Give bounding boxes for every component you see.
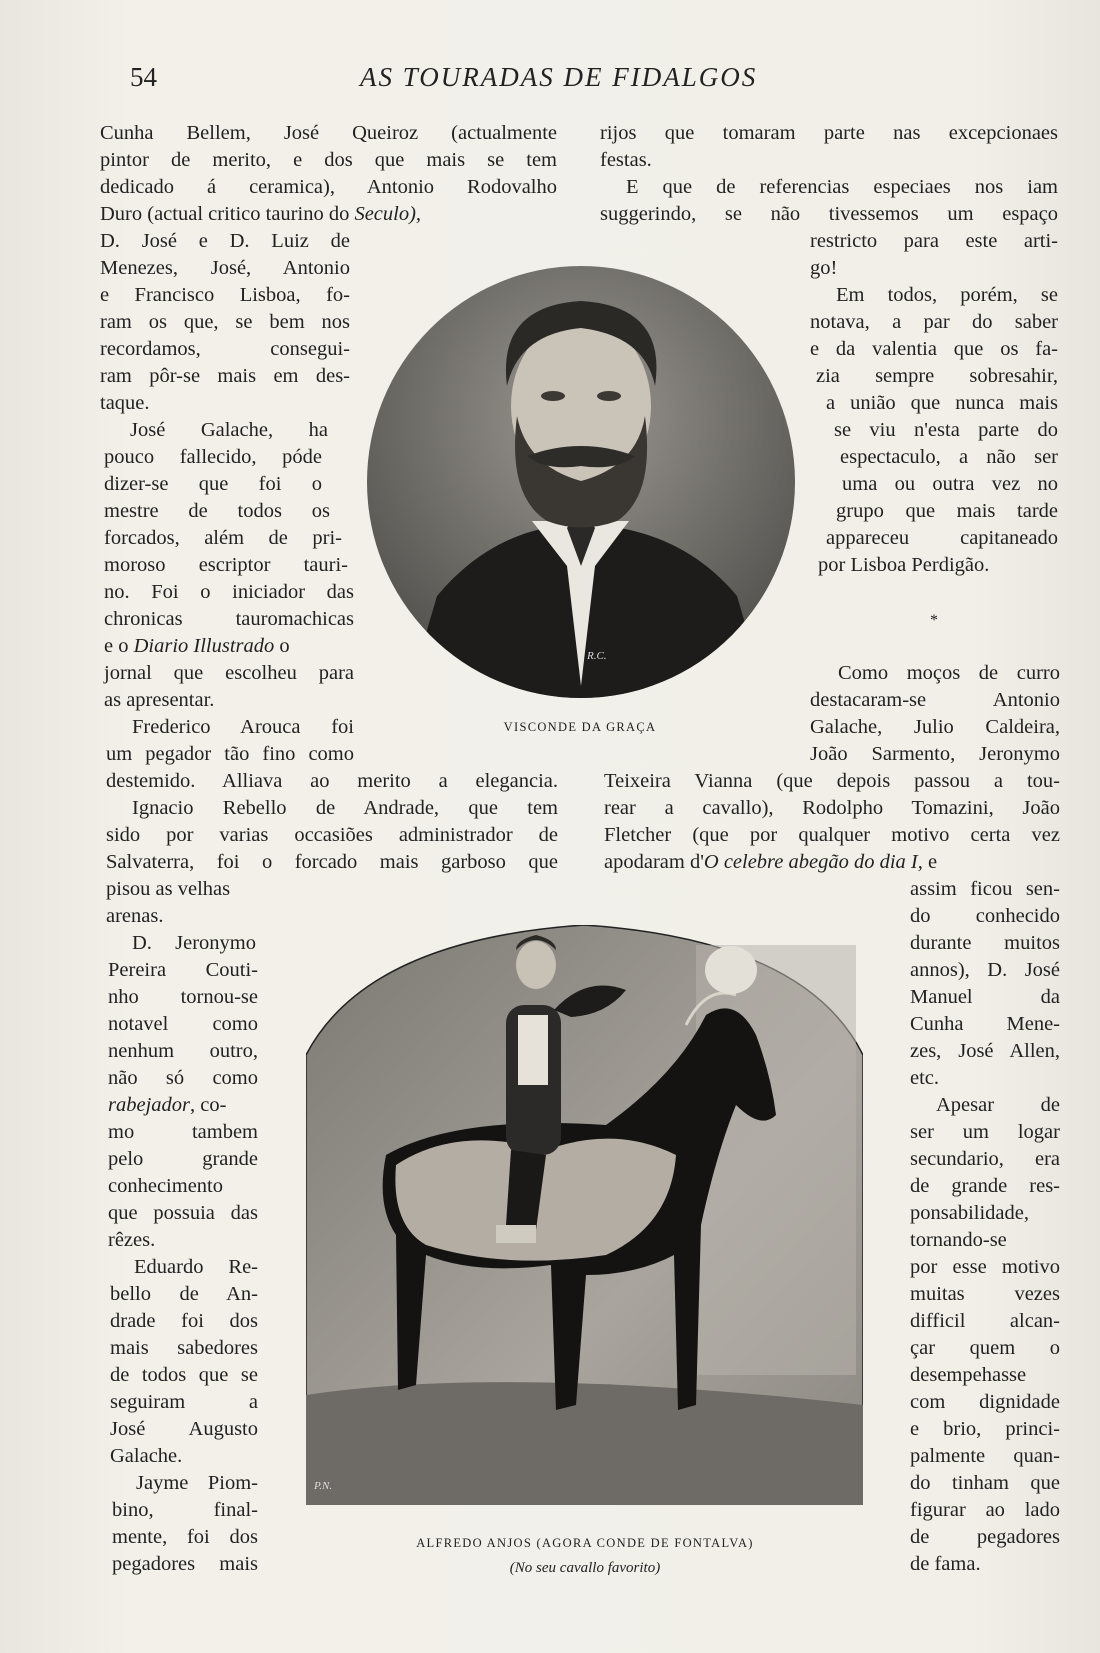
text-line: forcados, além de pri- (104, 527, 342, 549)
text-line: José Galache, ha (130, 419, 328, 441)
text-line: D. Jeronymo (132, 932, 256, 954)
text-line: destacaram-se Antonio (810, 689, 1060, 711)
text-line: notava, a par do saber (810, 311, 1058, 333)
text-line: pelo grande (108, 1148, 258, 1170)
text-line: drade foi dos (110, 1310, 258, 1332)
text-line: ram pôr-se mais em des- (100, 365, 350, 387)
portrait-caption: VISCONDE DA GRAÇA (503, 720, 657, 734)
text-line: sido por varias occasiões administrador de (106, 824, 558, 846)
text-line: rear a cavallo), Rodolpho Tomazini, João (604, 797, 1060, 819)
text-line: Ignacio Rebello de Andrade, que tem (132, 797, 558, 819)
text-line: um pegador tão fino como (106, 743, 354, 765)
italic-nickname: O celebre abegão do dia I, (703, 851, 923, 873)
text-line: a união que nunca mais (826, 392, 1058, 414)
horse-caption: ALFREDO ANJOS (AGORA CONDE DE FONTALVA) (416, 1536, 754, 1550)
text-line: as apresentar. (104, 689, 215, 711)
text-line: assim ficou sen- (910, 878, 1060, 900)
text-line: pintor de merito, e dos que mais se tem (100, 149, 557, 171)
text-line (604, 849, 937, 876)
text-line: pegadores mais (112, 1553, 258, 1575)
horse-photo (306, 925, 863, 1505)
text-fragment: , co- (190, 1094, 227, 1116)
text-line: Fletcher (que por qualquer motivo certa vez (604, 824, 1060, 846)
text-line: Manuel da (910, 986, 1060, 1008)
text-line: etc. (910, 1067, 940, 1089)
text-line: e da valentia que os fa- (810, 338, 1058, 360)
text-line: bello de An- (110, 1283, 258, 1305)
text-line: mente, foi dos (112, 1526, 258, 1548)
text-fragment: e o (104, 635, 134, 657)
text-line: taque. (100, 392, 150, 414)
text-line: grupo que mais tarde (836, 500, 1058, 522)
text-line: nenhum outro, (108, 1040, 258, 1062)
text-line: no. Foi o iniciador das (104, 581, 354, 603)
text-line: arenas. (106, 905, 164, 927)
text-line: Galache, Julio Caldeira, (810, 716, 1060, 738)
text-line: difficil alcan- (910, 1310, 1060, 1332)
text-line: ram os que, se bem nos (100, 311, 350, 333)
text-fragment: apodaram d' (604, 851, 704, 873)
text-line: Eduardo Re- (134, 1256, 258, 1278)
text-line: çar quem o (910, 1337, 1060, 1359)
text-line: Em todos, porém, se (836, 284, 1058, 306)
text-line: uma ou outra vez no (842, 473, 1058, 495)
text-line: espectaculo, a não ser (840, 446, 1058, 468)
engraver-signature: R.C. (587, 650, 607, 662)
text-line (108, 1092, 226, 1119)
text-line (100, 201, 557, 228)
text-fragment: e (922, 851, 938, 873)
text-line: dedicado á ceramica), Antonio Rodovalho (100, 176, 557, 198)
italic-title: Seculo), (354, 203, 422, 225)
text-line: com dignidade (910, 1391, 1060, 1413)
text-line: Pereira Couti- (108, 959, 258, 981)
text-line (104, 633, 290, 660)
text-line: do conhecido (910, 905, 1060, 927)
running-head: AS TOURADAS DE FIDALGOS (360, 62, 758, 92)
text-line: palmente quan- (910, 1445, 1060, 1467)
text-line: jornal que escolheu para (104, 662, 354, 684)
text-line: dizer-se que foi o (104, 473, 322, 495)
portrait-photo (367, 266, 795, 698)
horse-subcaption: (No seu cavallo favorito) (509, 1560, 661, 1576)
text-line: Cunha Bellem, José Queiroz (actualmente (100, 122, 557, 144)
text-line: pisou as velhas (106, 878, 231, 900)
text-line: Jayme Piom- (136, 1472, 258, 1494)
text-line: José Augusto (110, 1418, 258, 1440)
text-line: Teixeira Vianna (que depois passou a tou- (604, 770, 1060, 792)
text-line: seguiram a (110, 1391, 258, 1413)
text-line: Galache. (110, 1445, 183, 1467)
text-line: Menezes, José, Antonio (100, 257, 350, 279)
text-line: D. José e D. Luiz de (100, 230, 350, 252)
text-line: mais sabedores (110, 1337, 258, 1359)
text-line: de todos que se (110, 1364, 258, 1386)
text-line: zes, José Allen, (910, 1040, 1060, 1062)
text-line: mo tambem (108, 1121, 258, 1143)
text-line: João Sarmento, Jeronymo (810, 743, 1060, 765)
text-line: nho tornou-se (108, 986, 258, 1008)
text-line: suggerindo, se não tivessemos um espaço (600, 203, 1058, 225)
engraver-signature: P.N. (314, 1480, 333, 1492)
text-line: de grande res- (910, 1175, 1060, 1197)
text-line: ponsabilidade, (910, 1202, 1029, 1224)
text-line: mestre de todos os (104, 500, 330, 522)
text-line: durante muitos (910, 932, 1060, 954)
text-line: secundario, era (910, 1148, 1060, 1170)
text-line: de pegadores (910, 1526, 1060, 1548)
text-line: Frederico Arouca foi (132, 716, 354, 738)
text-line: ser um logar (910, 1121, 1060, 1143)
text-line: por Lisboa Perdigão. (818, 554, 990, 576)
text-line: E que de referencias especiaes nos iam (626, 176, 1058, 198)
text-line: Cunha Mene- (910, 1013, 1060, 1035)
text-line: moroso escriptor tauri- (104, 554, 348, 576)
page-number: 54 (130, 62, 157, 92)
text-line: annos), D. José (910, 959, 1060, 981)
text-line: appareceu capitaneado (826, 527, 1058, 549)
text-line: desempehasse (910, 1364, 1027, 1386)
italic-term: rabejador (108, 1094, 190, 1116)
text-line: zia sempre sobresahir, (816, 365, 1058, 387)
text-fragment: Duro (actual critico taurino do (100, 203, 355, 225)
text-line: bino, final- (112, 1499, 258, 1521)
text-line: chronicas tauromachicas (104, 608, 354, 630)
text-line: destemido. Alliava ao merito a elegancia. (106, 770, 558, 792)
text-line: conhecimento (108, 1175, 223, 1197)
text-line: notavel como (108, 1013, 258, 1035)
text-line: e Francisco Lisboa, fo- (100, 284, 350, 306)
text-line: e brio, princi- (910, 1418, 1060, 1440)
text-line: de fama. (910, 1553, 981, 1575)
text-fragment: o (274, 635, 290, 657)
text-line: muitas vezes (910, 1283, 1060, 1305)
text-line: figurar ao lado (910, 1499, 1060, 1521)
text-line: pouco fallecido, póde (104, 446, 322, 468)
text-line: por esse motivo (910, 1256, 1060, 1278)
text-line: Como moços de curro (838, 662, 1060, 684)
text-line: recordamos, consegui- (100, 338, 350, 360)
text-line: Salvaterra, foi o forcado mais garboso que (106, 851, 558, 873)
text-line: que possuia das (108, 1202, 258, 1224)
italic-title: Diario Illustrado (133, 635, 275, 657)
text-line: rêzes. (108, 1229, 156, 1251)
text-line: Apesar de (936, 1094, 1060, 1116)
text-line: se viu n'esta parte do (834, 419, 1058, 441)
section-asterisk: * (930, 612, 938, 629)
portrait-engraving (367, 266, 795, 698)
text-line: do tinham que (910, 1472, 1060, 1494)
text-line: festas. (600, 149, 652, 171)
text-line: go! (810, 257, 838, 279)
text-line: rijos que tomaram parte nas excepcionaes (600, 122, 1058, 144)
horse-engraving (306, 925, 863, 1505)
text-line: não só como (108, 1067, 258, 1089)
text-line: tornando-se (910, 1229, 1007, 1251)
text-line: restricto para este arti- (810, 230, 1058, 252)
